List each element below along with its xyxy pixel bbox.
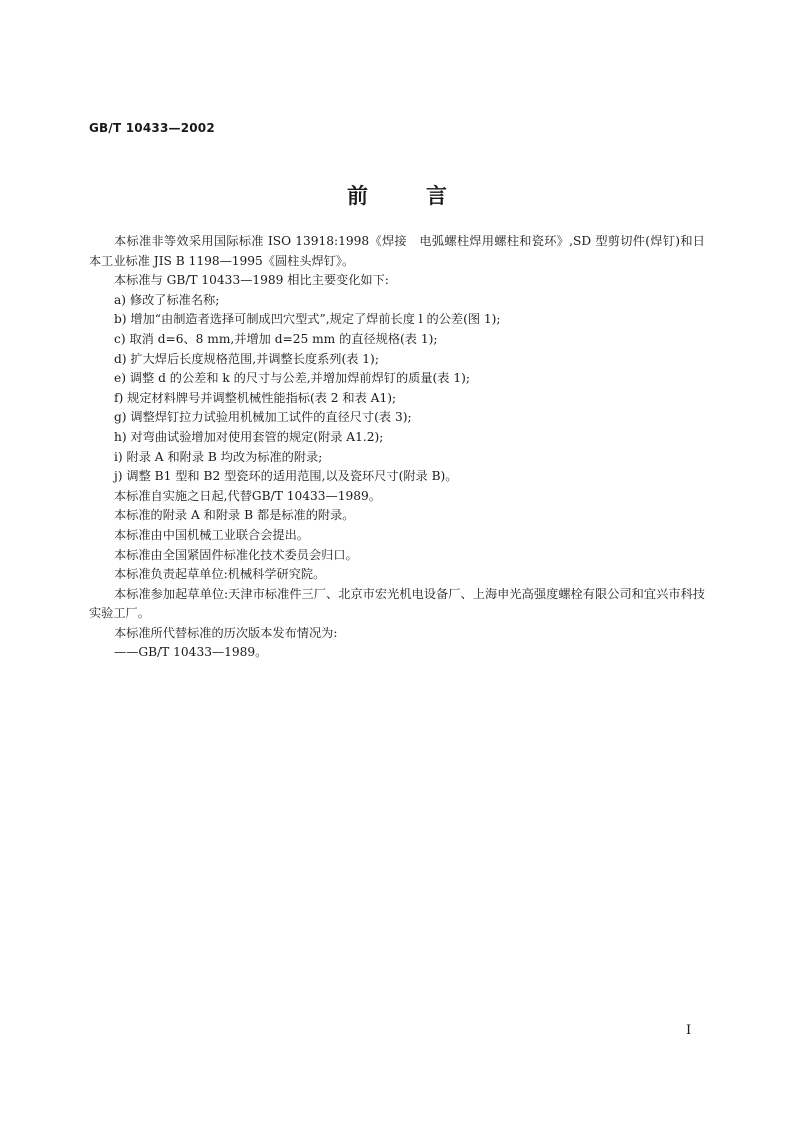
paragraph-proposer: 本标准由中国机械工业联合会提出。 xyxy=(114,527,309,542)
list-item-e: e) 调整 d 的公差和 k 的尺寸与公差,并增加焊前焊钉的质量(表 1); xyxy=(114,371,470,386)
paragraph-history-item: ——GB/T 10433—1989。 xyxy=(114,645,268,660)
list-item-a: a) 修改了标准名称; xyxy=(114,292,220,307)
list-item-f: f) 规定材料牌号并调整机械性能指标(表 2 和表 A1); xyxy=(114,390,397,405)
page-title: 前言 xyxy=(347,184,505,208)
paragraph-history-intro: 本标准所代替标准的历次版本发布情况为: xyxy=(114,625,338,640)
standard-code: GB/T 10433—2002 xyxy=(89,121,215,135)
paragraph-participants: 本标准参加起草单位:天津市标准件三厂、北京市宏光机电设备厂、上海申光高强度螺栓有限公司和宜兴市科技实验工厂。 xyxy=(89,586,705,621)
paragraph-appendices: 本标准的附录 A 和附录 B 都是标准的附录。 xyxy=(114,508,355,523)
paragraph-replaces: 本标准自实施之日起,代替GB/T 10433—1989。 xyxy=(114,488,381,503)
list-item-d: d) 扩大焊后长度规格范围,并调整长度系列(表 1); xyxy=(114,351,379,366)
list-item-h: h) 对弯曲试验增加对使用套管的规定(附录 A1.2); xyxy=(114,429,384,444)
paragraph-adoption: 本标准非等效采用国际标准 ISO 13918:1998《焊接 电弧螺柱焊用螺柱和瓷环》,SD 型剪切件(焊钉)和日本工业标准 JIS B 1198—1995《圆柱头焊钉》。 xyxy=(89,234,705,268)
page-number: I xyxy=(686,1023,692,1038)
paragraph-drafter: 本标准负责起草单位:机械科学研究院。 xyxy=(114,567,326,582)
paragraph-changes-intro: 本标准与 GB/T 10433—1989 相比主要变化如下: xyxy=(114,273,389,288)
list-item-c: c) 取消 d=6、8 mm,并增加 d=25 mm 的直径规格(表 1); xyxy=(114,331,438,346)
list-item-i: i) 附录 A 和附录 B 均改为标准的附录; xyxy=(114,449,323,464)
list-item-j: j) 调整 B1 型和 B2 型瓷环的适用范围,以及瓷环尺寸(附录 B)。 xyxy=(114,469,458,484)
list-item-g: g) 调整焊钉拉力试验用机械加工试件的直径尺寸(表 3); xyxy=(114,410,412,425)
list-item-b: b) 增加“由制造者选择可制成凹穴型式”,规定了焊前长度 l 的公差(图 1); xyxy=(114,312,501,327)
paragraph-committee: 本标准由全国紧固件标准化技术委员会归口。 xyxy=(114,547,358,562)
document-body xyxy=(89,232,705,663)
